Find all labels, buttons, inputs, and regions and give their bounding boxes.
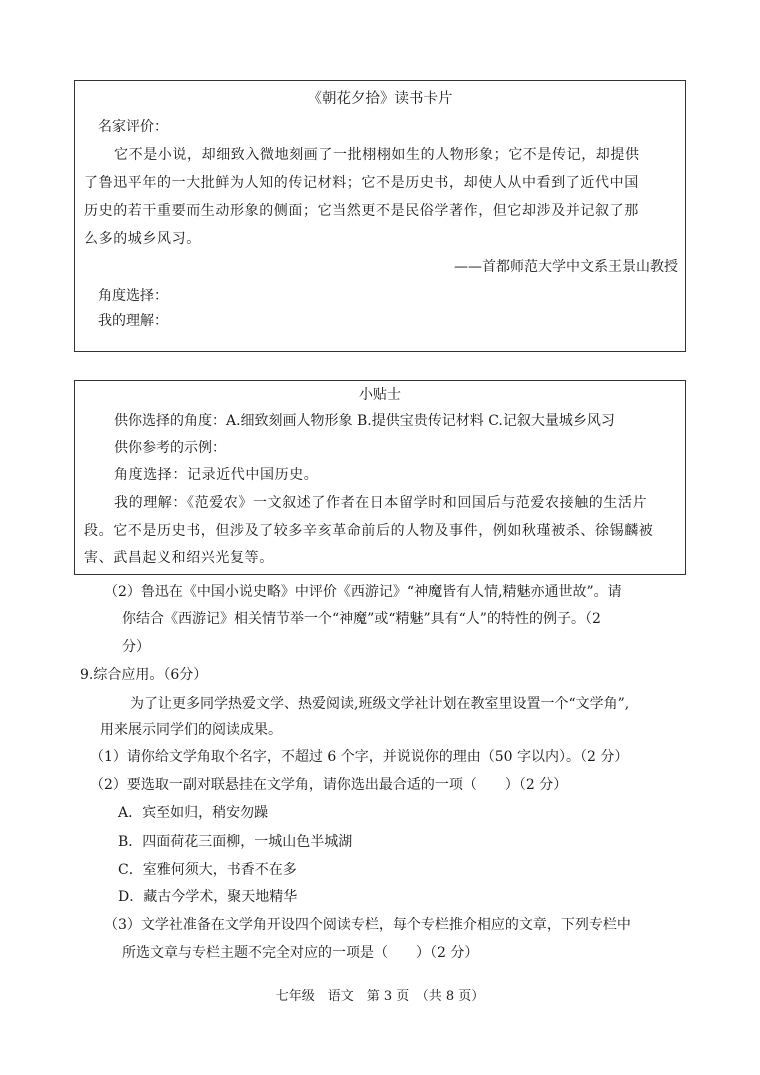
- quote-attribution: ——首都师范大学中文系王景山教授: [454, 259, 678, 275]
- q9-heading: 9.综合应用。（6分）: [80, 667, 208, 683]
- angle-label: 角度选择：: [98, 288, 168, 304]
- q9-sub3-line-2: 所选文章与专栏主题不完全对应的一项是（ ）（2 分）: [122, 945, 479, 961]
- q9-choice-a: A．宾至如归，稍安勿躁: [118, 805, 269, 821]
- quote-line-3: 历史的若干重要而生动形象的侧面；它当然更不是民俗学著作，但它却涉及并记叙了那: [84, 203, 639, 219]
- q9-choice-b: B．四面荷花三面柳，一城山色半城湖: [118, 834, 353, 850]
- q9-intro-line-2: 用来展示同学们的阅读成果。: [100, 722, 282, 738]
- page-footer: 七年级 语文 第 3 页 （共 8 页）: [275, 989, 485, 1004]
- quote-line-2: 了鲁迅平年的一大批鲜为人知的传记材料；它不是历史书，却使人从中看到了近代中国: [84, 175, 639, 191]
- q9-sub2: （2）要选取一副对联悬挂在文学角，请你选出最合适的一项（ ）（2 分）: [90, 777, 568, 793]
- q8-2-line-3: 分）: [122, 639, 150, 655]
- q9-intro-line-1: 为了让更多同学热爱文学、热爱阅读,班级文学社计划在教室里设置一个“文学角”,: [130, 696, 630, 712]
- q9-sub1: （1）请你给文学角取个名字，不超过 6 个字，并说说你的理由（50 字以内）。（2 分）: [90, 749, 629, 765]
- tips-understanding-line-2: 段。它不是历史书，但涉及了较多辛亥革命前后的人物及事件，例如秋瑾被杀、徐锡麟被: [84, 523, 654, 539]
- tips-angle-example: 角度选择：记录近代中国历史。: [114, 467, 319, 483]
- quote-line-4: 么多的城乡风习。: [84, 231, 201, 247]
- understanding-label: 我的理解：: [98, 313, 168, 329]
- q9-sub3-line-1: （3）文学社准备在文学角开设四个阅读专栏，每个专栏推介相应的文章，下列专栏中: [104, 917, 631, 933]
- reading-card-title: 《朝花夕拾》读书卡片: [307, 91, 453, 107]
- quote-line-1: 它不是小说，却细致入微地刻画了一批栩栩如生的人物形象；它不是传记，却提供: [114, 147, 640, 163]
- tips-title: 小贴士: [359, 387, 401, 403]
- tips-options: 供你选择的角度：A.细致刻画人物形象 B.提供宝贵传记材料 C.记叙大量城乡风习: [114, 413, 615, 429]
- q8-2-line-1: （2）鲁迅在《中国小说史略》中评价《西游记》“神魔皆有人情,精魅亦通世故”。请: [104, 584, 622, 600]
- tips-example-label: 供你参考的示例：: [114, 440, 226, 456]
- q9-choice-d: D．藏古今学术，聚天地精华: [118, 889, 298, 905]
- tips-understanding-line-3: 害、武昌起义和绍兴光复等。: [84, 550, 274, 566]
- critic-label: 名家评价：: [98, 119, 168, 135]
- tips-understanding-line-1: 我的理解：《范爱农》一文叙述了作者在日本留学时和回国后与范爱农接触的生活片: [114, 495, 648, 511]
- q9-choice-c: C．室雅何须大，书香不在多: [118, 862, 297, 878]
- q8-2-line-2: 你结合《西游记》相关情节举一个“神魔”或“精魅”具有“人”的特性的例子。（2: [122, 611, 601, 627]
